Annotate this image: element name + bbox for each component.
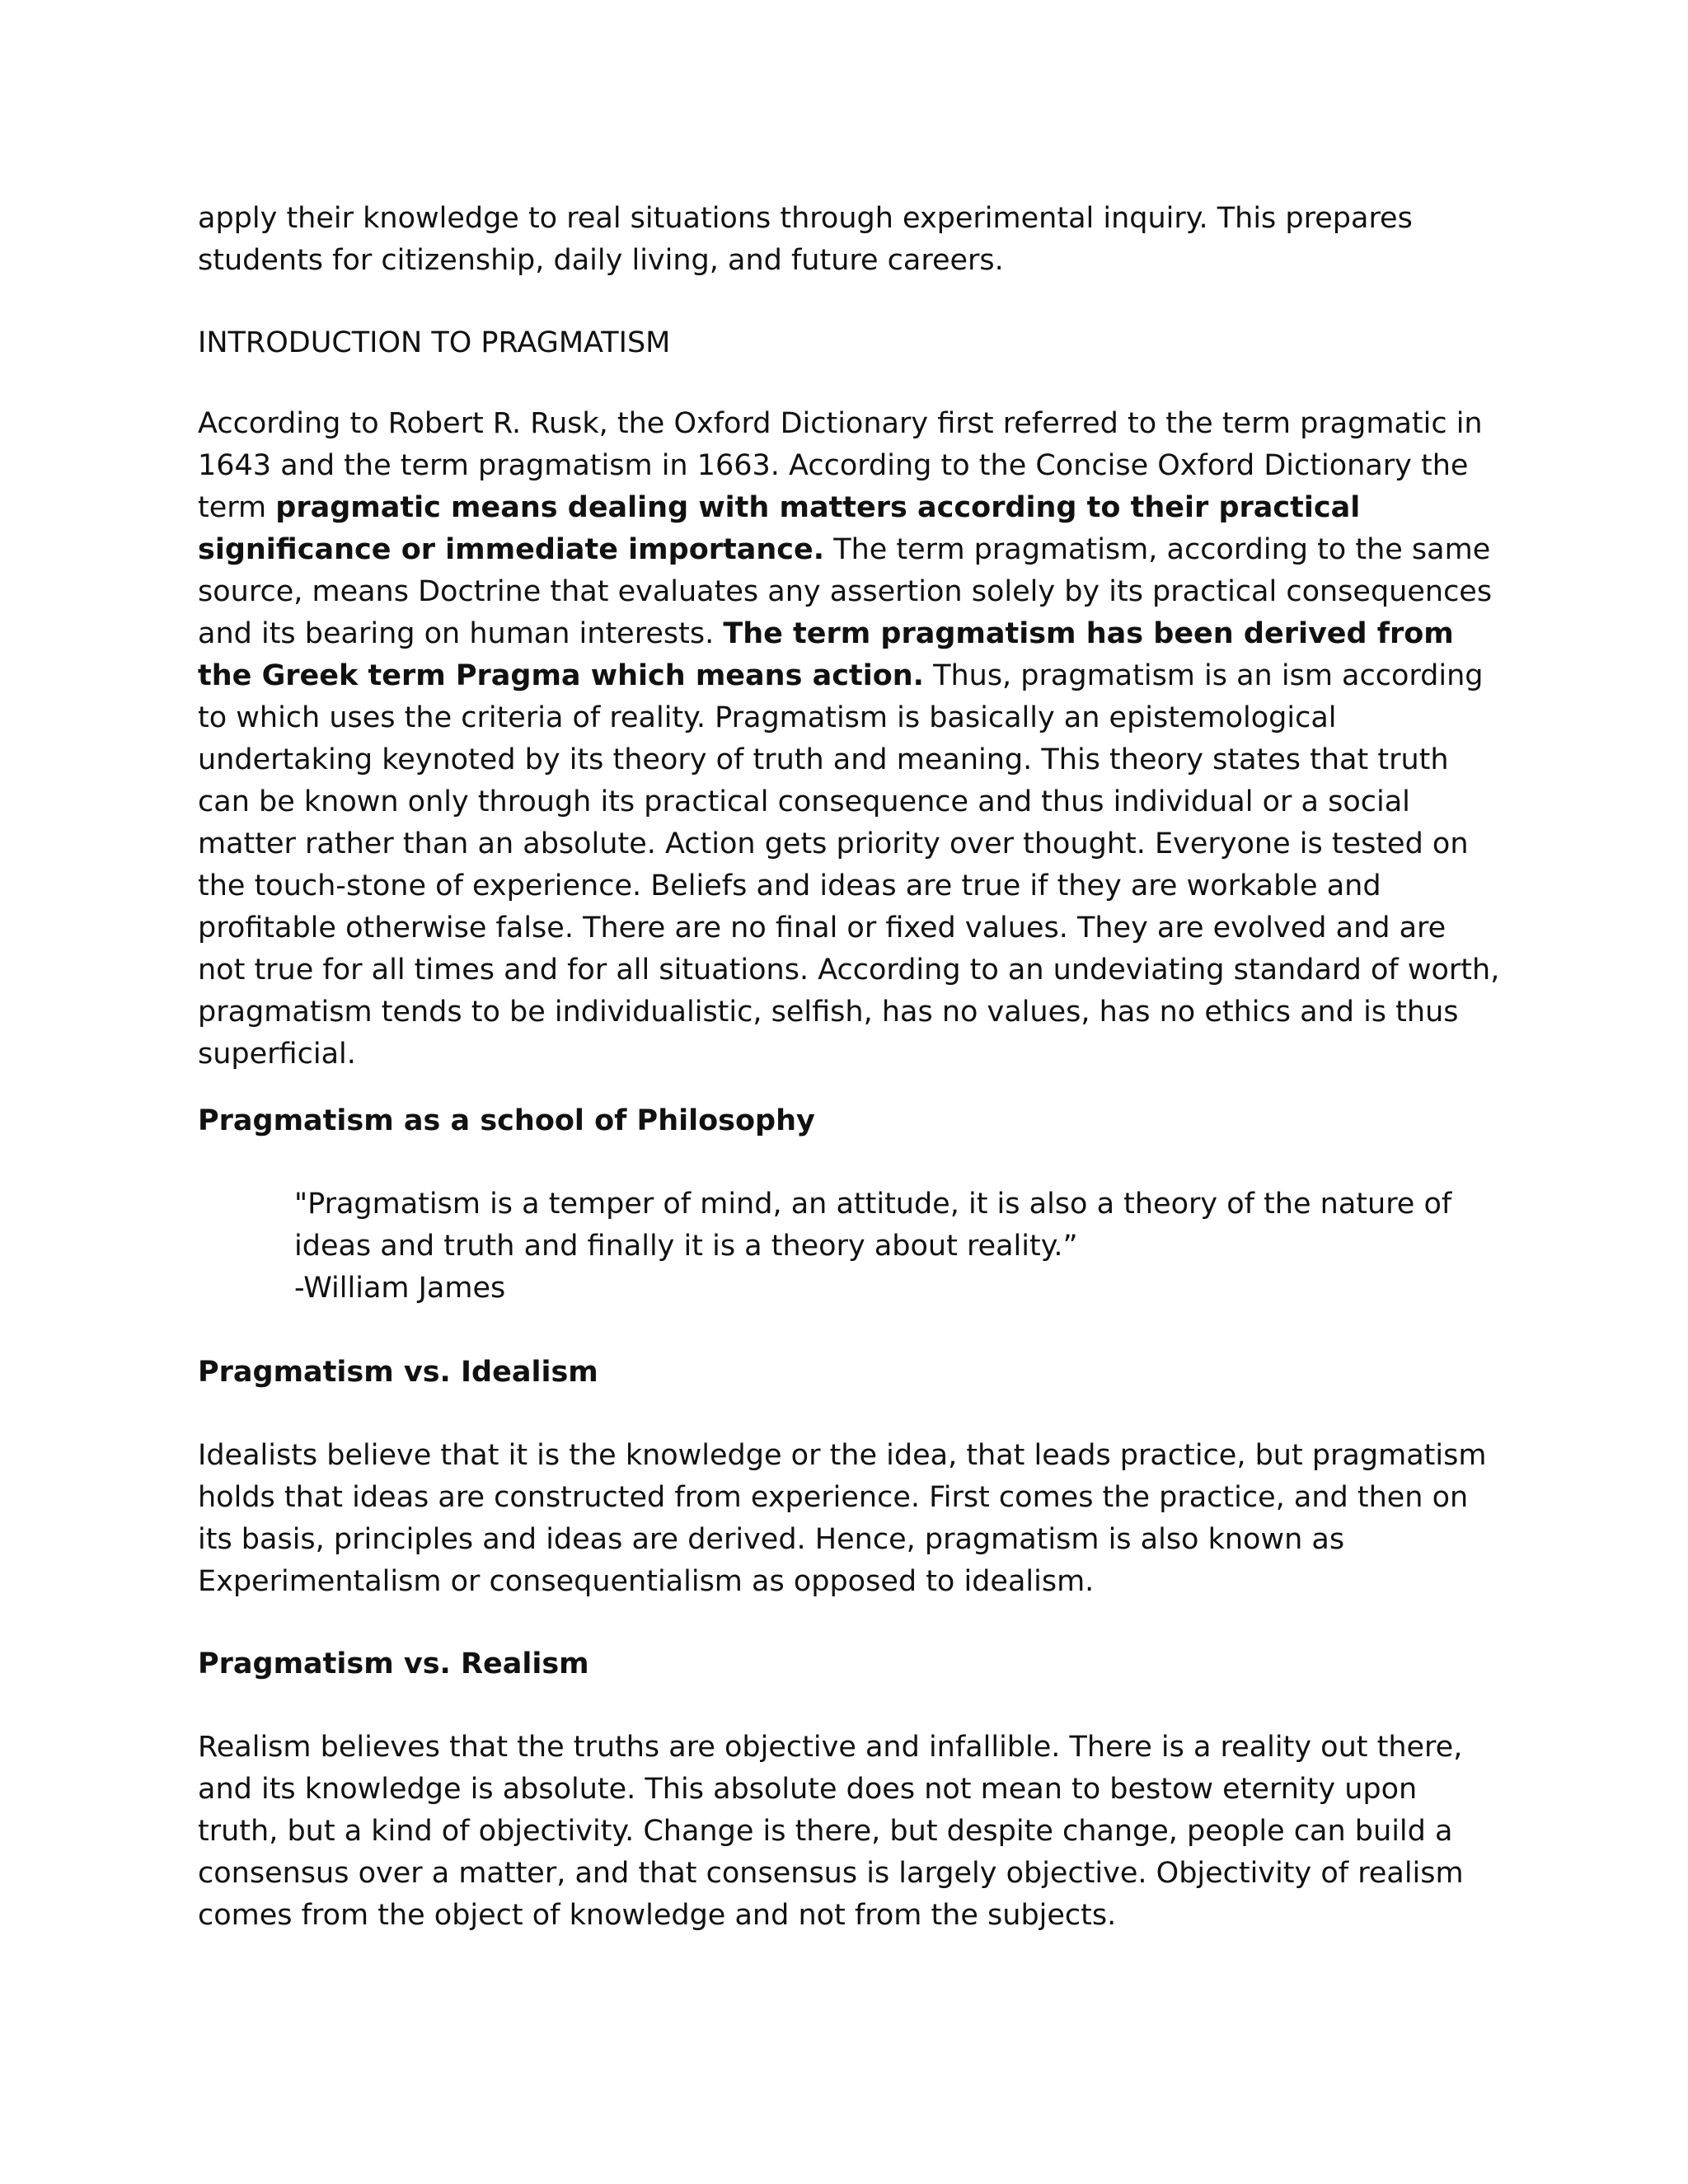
intro-bold-derivation: The term pragmatism has been derived from the Greek term Pragma which means action. <box>198 617 1454 692</box>
school-of-philosophy-heading: Pragmatism as a school of Philosophy <box>198 1104 815 1137</box>
intro-bold-definition: pragmatic means dealing with matters according to their practical significance or immediate importance. <box>198 491 1361 566</box>
realism-paragraph: Realism believes that the truths are objective and infallible. There is a reality out there, and its knowledge is absolute. This absolute does not mean to bestow eternity upon truth, but a kind of objectivity. Change is there, but despite change, people can build a consensus over a matter, and that consensus is largely objective. Objectivity of realism comes from the object of knowledge and not from the subjects. <box>198 1731 1464 1932</box>
intro-text-part-3: Thus, pragmatism is an ism according to which uses the criteria of reality. Pragmatism is basically an epistemological undertaking keynoted by its theory of truth and meaning. This theory states that truth can be known only through its practical consequence and thus individual or a social matter rather than an absolute. Action gets priority over thought. Everyone is tested on the touch-stone of experience. Beliefs and ideas are true if they are workable and profitable otherwise false. There are no final or fixed values. They are evolved and are not true for all times and for all situations. According to an undeviating standard of worth, pragmatism tends to be individualistic, selfish, has no values, has no ethics and is thus superficial. <box>198 659 1500 1071</box>
realism-heading: Pragmatism vs. Realism <box>198 1647 589 1680</box>
quote-attribution: -William James <box>294 1272 506 1305</box>
idealism-paragraph: Idealists believe that it is the knowledge or the idea, that leads practice, but pragmatism holds that ideas are constructed from experience. First comes the practice, and then on its basis, principles and ideas are derived. Hence, pragmatism is also known as Experimentalism or consequentialism as opposed to idealism. <box>198 1439 1487 1598</box>
william-james-quote: "Pragmatism is a temper of mind, an attitude, it is also a theory of the nature of ideas and truth and finally it is a theory about reality.” <box>294 1188 1452 1263</box>
introduction-paragraph <box>198 403 1500 1076</box>
intro-continuation-paragraph: apply their knowledge to real situations through experimental inquiry. This prepares students for citizenship, daily living, and future careers. <box>198 202 1413 277</box>
intro-text-part-1: According to Robert R. Rusk, the Oxford Dictionary first referred to the term pragmatic in 1643 and the term pragmatism in 1663. According to the Concise Oxford Dictionary the term <box>198 407 1483 524</box>
introduction-heading: INTRODUCTION TO PRAGMATISM <box>198 326 671 359</box>
idealism-heading: Pragmatism vs. Idealism <box>198 1356 598 1389</box>
intro-text-part-2: The term pragmatism, according to the same source, means Doctrine that evaluates any assertion solely by its practical consequences and its bearing on human interests. <box>198 533 1493 650</box>
